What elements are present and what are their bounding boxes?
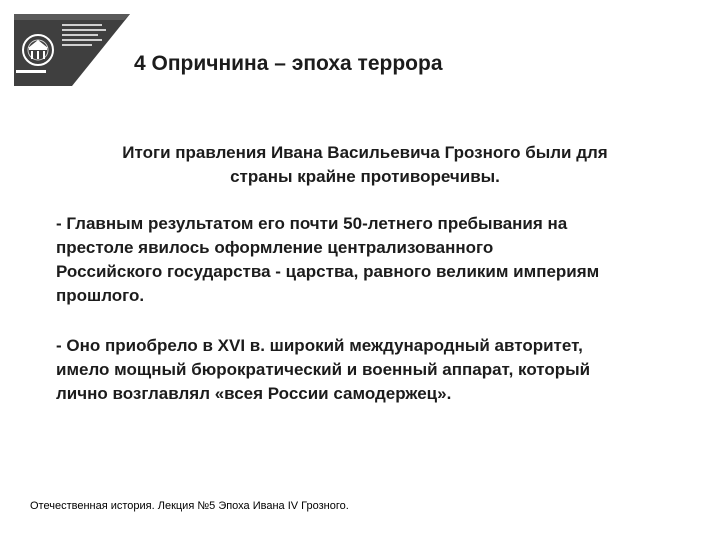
summary-line: страны крайне противоречивы. bbox=[230, 167, 500, 186]
bullet-line: лично возглавлял «всея России самодержец». bbox=[56, 384, 452, 403]
bullet-line: имело мощный бюрократический и военный аппарат, который bbox=[56, 360, 591, 379]
slide-title: 4 Опричнина – эпоха террора bbox=[134, 52, 443, 75]
footer-caption: Отечественная история. Лекция №5 Эпоха Ивана IV Грозного. bbox=[30, 500, 349, 512]
bullet-item bbox=[56, 212, 696, 308]
bullet-line: Российского государства - царства, равного великим империям bbox=[56, 262, 600, 281]
university-logo bbox=[14, 14, 130, 86]
bullet-line: - Оно приобрело в XVI в. широкий международный авторитет, bbox=[56, 336, 583, 355]
bullet-line: престоле явилось оформление централизованного bbox=[56, 238, 494, 257]
summary-text bbox=[70, 141, 660, 189]
bullet-line: - Главным результатом его почти 50-летнего пребывания на bbox=[56, 214, 568, 233]
bullet-item bbox=[56, 334, 696, 406]
bullet-line: прошлого. bbox=[56, 286, 145, 305]
summary-line: Итоги правления Ивана Васильевича Грозного были для bbox=[122, 143, 608, 162]
